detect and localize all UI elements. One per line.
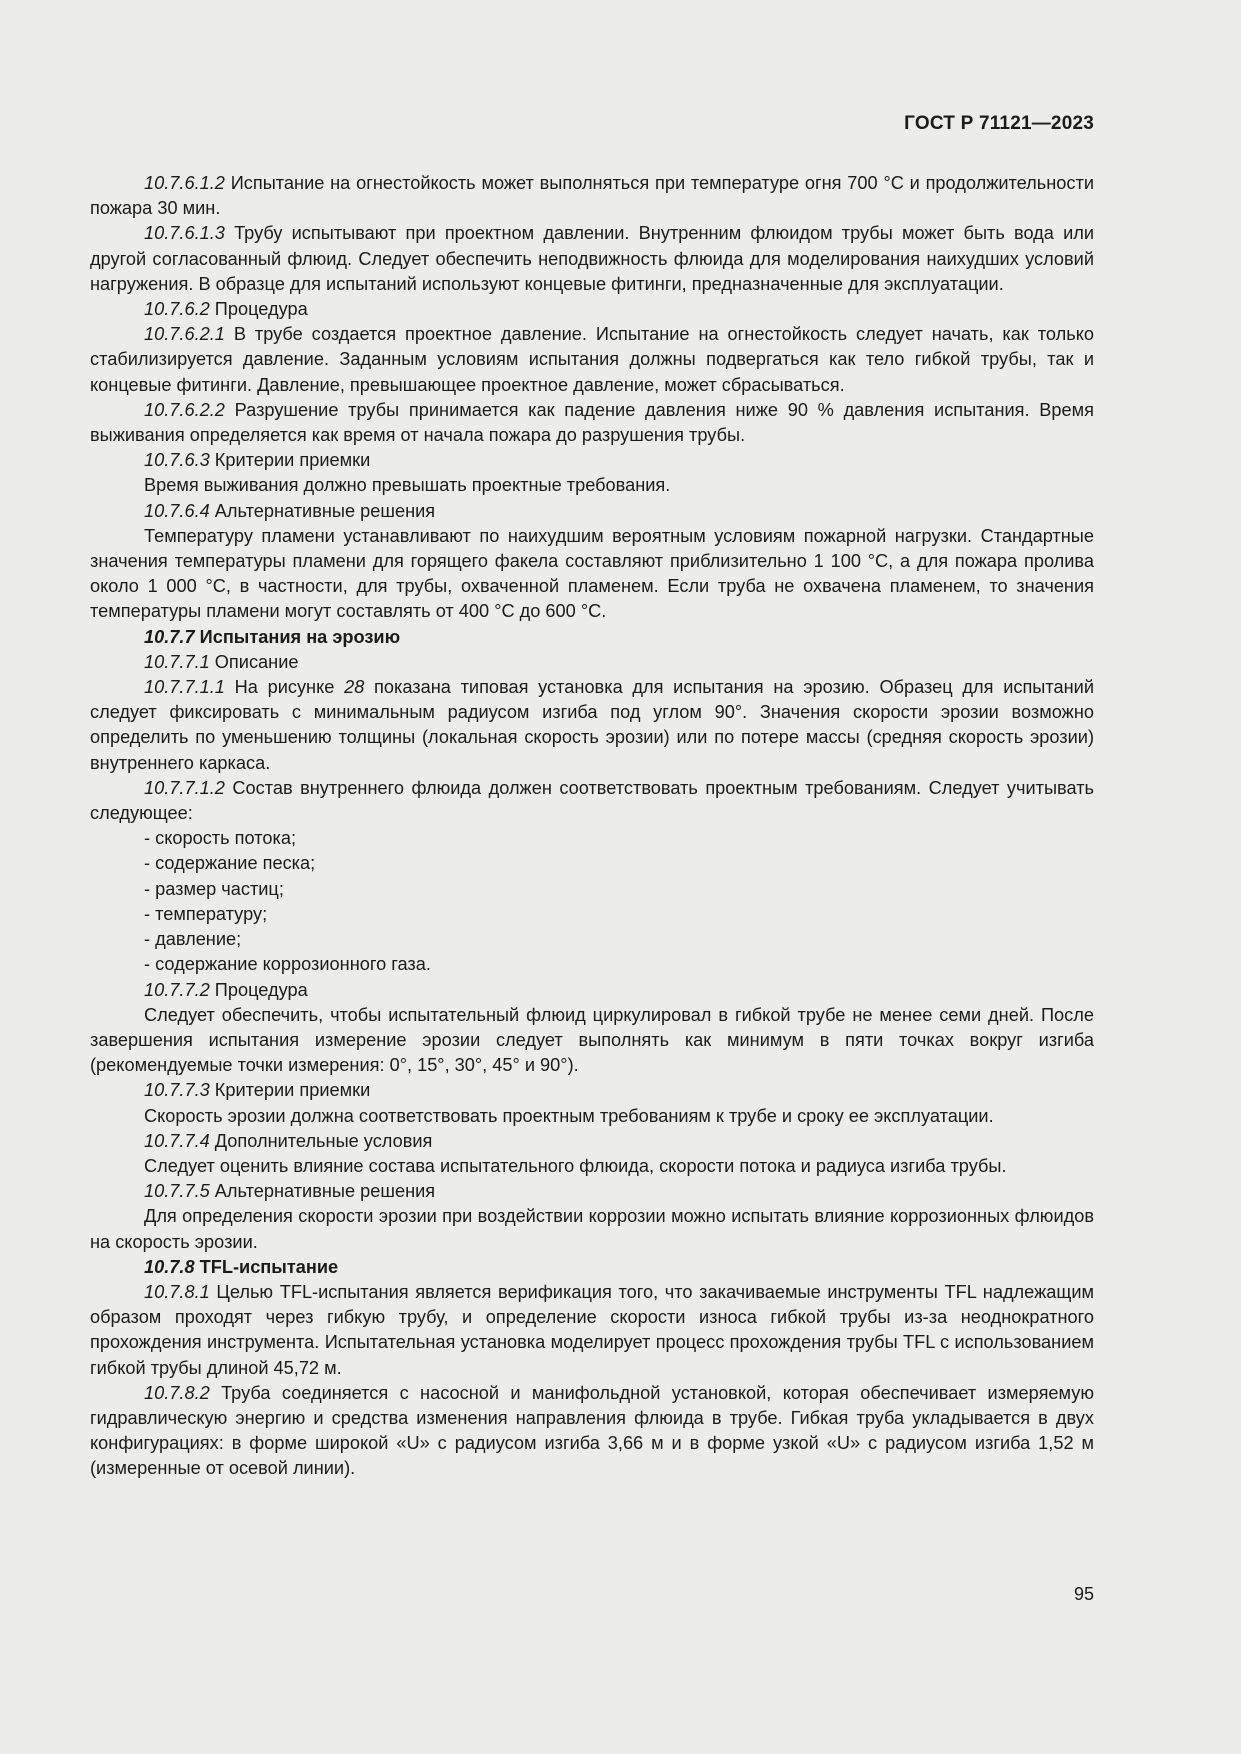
paragraph-text: Труба соединяется с насосной и манифольдной установкой, которая обеспечивает измеряемую гидравлическую энергию и средства изменения направления флюида в трубе. Гибкая труба укладывается в двух конфигурациях: в форме широкой «U» с радиусом изгиба 3,66 м и в форме узкой «U» с радиусом изгиба 1,52 м (измеренные от осевой линии). <box>90 1382 1094 1479</box>
paragraph <box>90 171 1094 221</box>
paragraph <box>90 1280 1094 1381</box>
paragraph <box>90 1078 1094 1103</box>
list-item: - давление; <box>144 929 242 950</box>
paragraph-text: Время выживания должно превышать проектные требования. <box>144 475 671 496</box>
paragraph-text: Альтернативные решения <box>209 500 436 521</box>
paragraph <box>90 978 1094 1003</box>
list-item: - содержание песка; <box>144 853 316 874</box>
section-title: TFL-испытание <box>194 1256 339 1277</box>
paragraph <box>90 1381 1094 1482</box>
paragraph-text: Описание <box>209 651 299 672</box>
clause-number: 10.7.7.1.2 <box>144 777 225 798</box>
list-item: - скорость потока; <box>144 828 296 849</box>
paragraph-text: Целью TFL-испытания является верификация того, что закачиваемые инструменты TFL надлежащим образом проходят через гибкую трубу, и определение скорости износа гибкой трубы из-за неоднократного прохождения инструмента. Испытательная установка моделирует процесс прохождения трубы TFL с использованием гибкой трубы длиной 45,72 м. <box>90 1281 1094 1378</box>
document-body <box>90 171 1094 1482</box>
section-heading <box>90 625 1094 650</box>
paragraph <box>90 1179 1094 1204</box>
paragraph-text: Критерии приемки <box>209 450 371 471</box>
paragraph-text: Дополнительные условия <box>209 1130 433 1151</box>
clause-number: 10.7.7.1 <box>144 651 210 672</box>
clause-number: 10.7.6.1.3 <box>144 223 225 244</box>
paragraph-text: Процедура <box>209 979 308 1000</box>
clause-number: 10.7.7.2 <box>144 979 210 1000</box>
paragraph <box>90 1204 1094 1254</box>
paragraph-text: Для определения скорости эрозии при воздействии коррозии можно испытать влияние коррозионных флюидов на скорость эрозии. <box>90 1206 1094 1252</box>
paragraph-text: В трубе создается проектное давление. Испытание на огнестойкость следует начать, как только стабилизируется давление. Заданным условиям испытания должны подвергаться как тело гибкой трубы, так и концевые фитинги. Давление, превышающее проектное давление, может сбрасываться. <box>90 324 1094 395</box>
paragraph <box>90 221 1094 297</box>
clause-number: 10.7.6.2.2 <box>144 399 225 420</box>
paragraph <box>90 1104 1094 1129</box>
paragraph-text: Трубу испытывают при проектном давлении. Внутренним флюидом трубы может быть вода или другой согласованный флюид. Следует обеспечить неподвижность флюида для моделирования наихудших условий нагружения. В образце для испытаний используют концевые фитинги, предназначенные для эксплуатации. <box>90 223 1094 294</box>
clause-number: 10.7.6.1.2 <box>144 173 225 193</box>
paragraph-text: Температуру пламени устанавливают по наихудшим вероятным условиям пожарной нагрузки. Стандартные значения температуры пламени для горящего факела составляют приблизительно 1 100 °С, а для пожара пролива около 1 000 °С, в частности, для трубы, охваченной пламенем. Если труба не охвачена пламенем, то значения температуры пламени могут составлять от 400 °С до 600 °С. <box>90 525 1094 622</box>
paragraph-text: На рисунке <box>224 677 345 698</box>
paragraph-text: Скорость эрозии должна соответствовать проектным требованиям к трубе и сроку ее эксплуатации. <box>144 1105 994 1126</box>
section-title: Испытания на эрозию <box>194 626 401 647</box>
paragraph-text: Критерии приемки <box>209 1080 371 1101</box>
figure-reference: 28 <box>344 677 365 698</box>
clause-number: 10.7.7.5 <box>144 1181 210 1202</box>
paragraph <box>90 1129 1094 1154</box>
paragraph <box>90 675 1094 776</box>
paragraph-text: показана типовая установка для испытания на эрозию. Образец для испытаний следует фиксировать с минимальным радиусом изгиба под углом 90°. Значения скорости эрозии возможно определить по уменьшению толщины (локальная скорость эрозии) или по потере массы (средняя скорость эрозии) внутреннего каркаса. <box>90 677 1094 773</box>
clause-number: 10.7.8 <box>144 1256 195 1277</box>
clause-number: 10.7.6.4 <box>144 500 210 521</box>
page-number: 95 <box>1073 1584 1094 1604</box>
paragraph <box>90 524 1094 625</box>
paragraph <box>90 1154 1094 1179</box>
clause-number: 10.7.7 <box>144 626 195 647</box>
paragraph <box>90 473 1094 498</box>
paragraph <box>90 297 1094 322</box>
clause-number: 10.7.8.1 <box>144 1281 210 1302</box>
paragraph-text: Испытание на огнестойкость может выполняться при температуре огня 700 °С и продолжительности пожара 30 мин. <box>90 173 1094 219</box>
clause-number: 10.7.7.3 <box>144 1080 210 1101</box>
paragraph-text: Состав внутреннего флюида должен соответствовать проектным требованиям. Следует учитывать следующее: <box>90 777 1094 824</box>
paragraph <box>90 322 1094 398</box>
clause-number: 10.7.6.2 <box>144 299 210 320</box>
paragraph-text: Следует обеспечить, чтобы испытательный флюид циркулировал в гибкой трубе не менее семи дней. После завершения испытания измерение эрозии следует выполнять как минимум в пяти точках вокруг изгиба (рекомендуемые точки измерения: 0°, 15°, 30°, 45° и 90°). <box>90 1004 1094 1076</box>
paragraph <box>90 776 1094 826</box>
paragraph <box>90 448 1094 473</box>
paragraph <box>90 499 1094 524</box>
clause-number: 10.7.8.2 <box>144 1382 210 1403</box>
paragraph <box>90 398 1094 448</box>
clause-number: 10.7.7.4 <box>144 1130 210 1151</box>
paragraph <box>90 650 1094 675</box>
document-code: ГОСТ Р 71121—2023 <box>904 113 1094 134</box>
paragraph-text: Альтернативные решения <box>209 1181 436 1202</box>
paragraph <box>90 1003 1094 1079</box>
list-item: - содержание коррозионного газа. <box>144 954 431 975</box>
paragraph-text: Процедура <box>209 299 308 320</box>
list-item: - размер частиц; <box>144 878 284 899</box>
clause-number: 10.7.7.1.1 <box>144 677 225 698</box>
clause-number: 10.7.6.2.1 <box>144 324 225 345</box>
clause-number: 10.7.6.3 <box>144 450 210 471</box>
paragraph-text: Следует оценить влияние состава испытательного флюида, скорости потока и радиуса изгиба трубы. <box>144 1155 1007 1176</box>
section-heading <box>90 1255 1094 1280</box>
list-item: - температуру; <box>144 903 268 924</box>
paragraph-text: Разрушение трубы принимается как падение давления ниже 90 % давления испытания. Время выживания определяется как время от начала пожара до разрушения трубы. <box>90 399 1094 446</box>
